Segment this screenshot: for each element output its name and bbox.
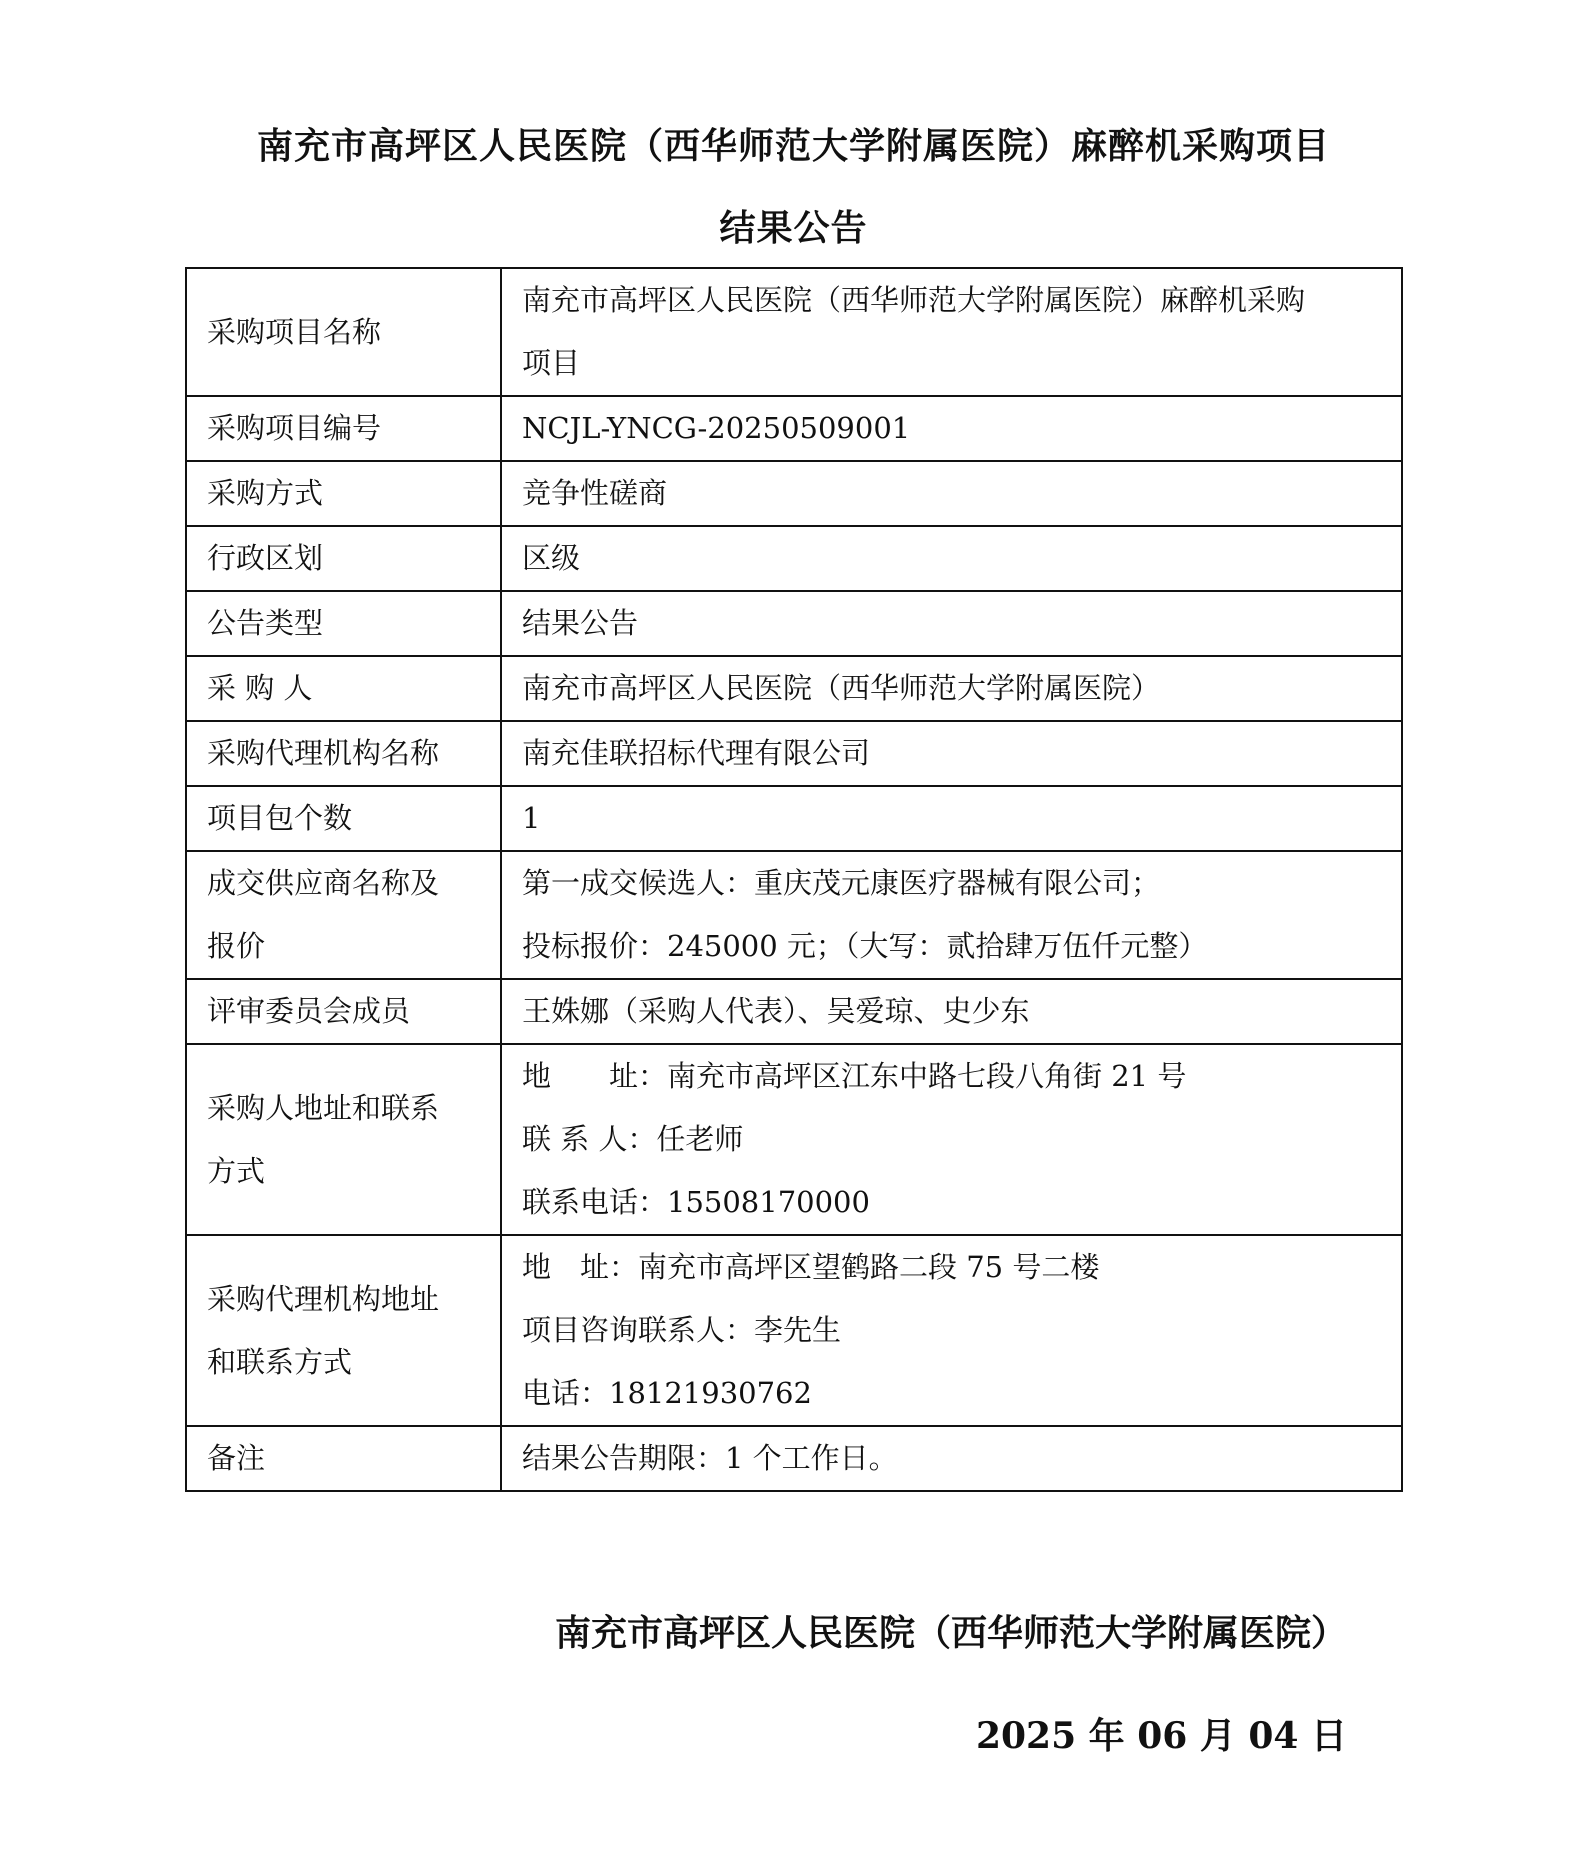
value-project-number: NCJL-YNCG-20250509001 [501,396,1402,461]
table-row-procurement-method [186,461,1402,526]
value-line: 电话：18121930762 [522,1376,812,1410]
procurement-info-table [185,267,1403,1492]
label-agency-contact [186,1235,501,1426]
label-procurement-method: 采购方式 [186,461,501,526]
label-purchaser-contact [186,1044,501,1235]
value-project-name [501,268,1402,396]
table-row-remarks [186,1426,1402,1491]
value-purchaser: 南充市高坪区人民医院（西华师范大学附属医院） [501,656,1402,721]
label-line: 报价 [207,929,266,963]
value-committee-members: 王姝娜（采购人代表）、吴爱琼、史少东 [501,979,1402,1044]
table-row-package-count [186,786,1402,851]
value-announcement-type: 结果公告 [501,591,1402,656]
value-purchaser-contact [501,1044,1402,1235]
label-line: 成交供应商名称及 [207,866,440,900]
label-line: 采购代理机构地址 [207,1281,440,1316]
value-line: 地 址：南充市高坪区江东中路七段八角街 21 号 [522,1059,1187,1093]
value-procurement-method: 竞争性磋商 [501,461,1402,526]
value-line: 地 址：南充市高坪区望鹤路二段 75 号二楼 [522,1250,1100,1284]
label-agency-name: 采购代理机构名称 [186,721,501,786]
table-row-supplier-and-bid [186,851,1402,979]
footer-date: 2025 年 06 月 04 日 [975,1715,1347,1757]
value-package-count: 1 [501,786,1402,851]
label-supplier-and-bid [186,851,501,979]
table-row-agency-contact [186,1235,1402,1426]
label-line: 和联系方式 [207,1344,353,1379]
table-row-purchaser [186,656,1402,721]
value-agency-contact [501,1235,1402,1426]
label-package-count: 项目包个数 [186,786,501,851]
value-administrative-division: 区级 [501,526,1402,591]
value-agency-name: 南充佳联招标代理有限公司 [501,721,1402,786]
table-row-agency-name [186,721,1402,786]
value-line: 联 系 人：任老师 [522,1122,744,1156]
label-line: 方式 [207,1153,266,1188]
table-row-project-name [186,268,1402,396]
label-line: 采购人地址和联系 [207,1090,440,1125]
value-line: 投标报价：245000 元；（大写：贰拾肆万伍仟元整） [522,929,1208,963]
table-row-project-number [186,396,1402,461]
label-purchaser: 采 购 人 [186,656,501,721]
value-supplier-and-bid [501,851,1402,979]
value-line: 项目咨询联系人：李先生 [522,1313,842,1347]
footer-organization: 南充市高坪区人民医院（西华师范大学附属医院） [554,1612,1347,1654]
table-row-announcement-type [186,591,1402,656]
label-administrative-division: 行政区划 [186,526,501,591]
value-remarks: 结果公告期限：1 个工作日。 [501,1426,1402,1491]
table-row-administrative-division [186,526,1402,591]
value-line: 项目 [522,346,581,380]
value-line: 联系电话：15508170000 [522,1185,870,1219]
document-title: 南充市高坪区人民医院（西华师范大学附属医院）麻醉机采购项目 [256,125,1330,167]
label-remarks: 备注 [186,1426,501,1491]
value-line: 南充市高坪区人民医院（西华师范大学附属医院）麻醉机采购 [522,283,1306,317]
label-committee-members: 评审委员会成员 [186,979,501,1044]
value-line: 第一成交候选人：重庆茂元康医疗器械有限公司； [522,866,1161,900]
label-announcement-type: 公告类型 [186,591,501,656]
label-project-name: 采购项目名称 [186,268,501,396]
label-project-number: 采购项目编号 [186,396,501,461]
document-subtitle: 结果公告 [719,207,868,249]
table-row-committee-members [186,979,1402,1044]
table-row-purchaser-contact [186,1044,1402,1235]
